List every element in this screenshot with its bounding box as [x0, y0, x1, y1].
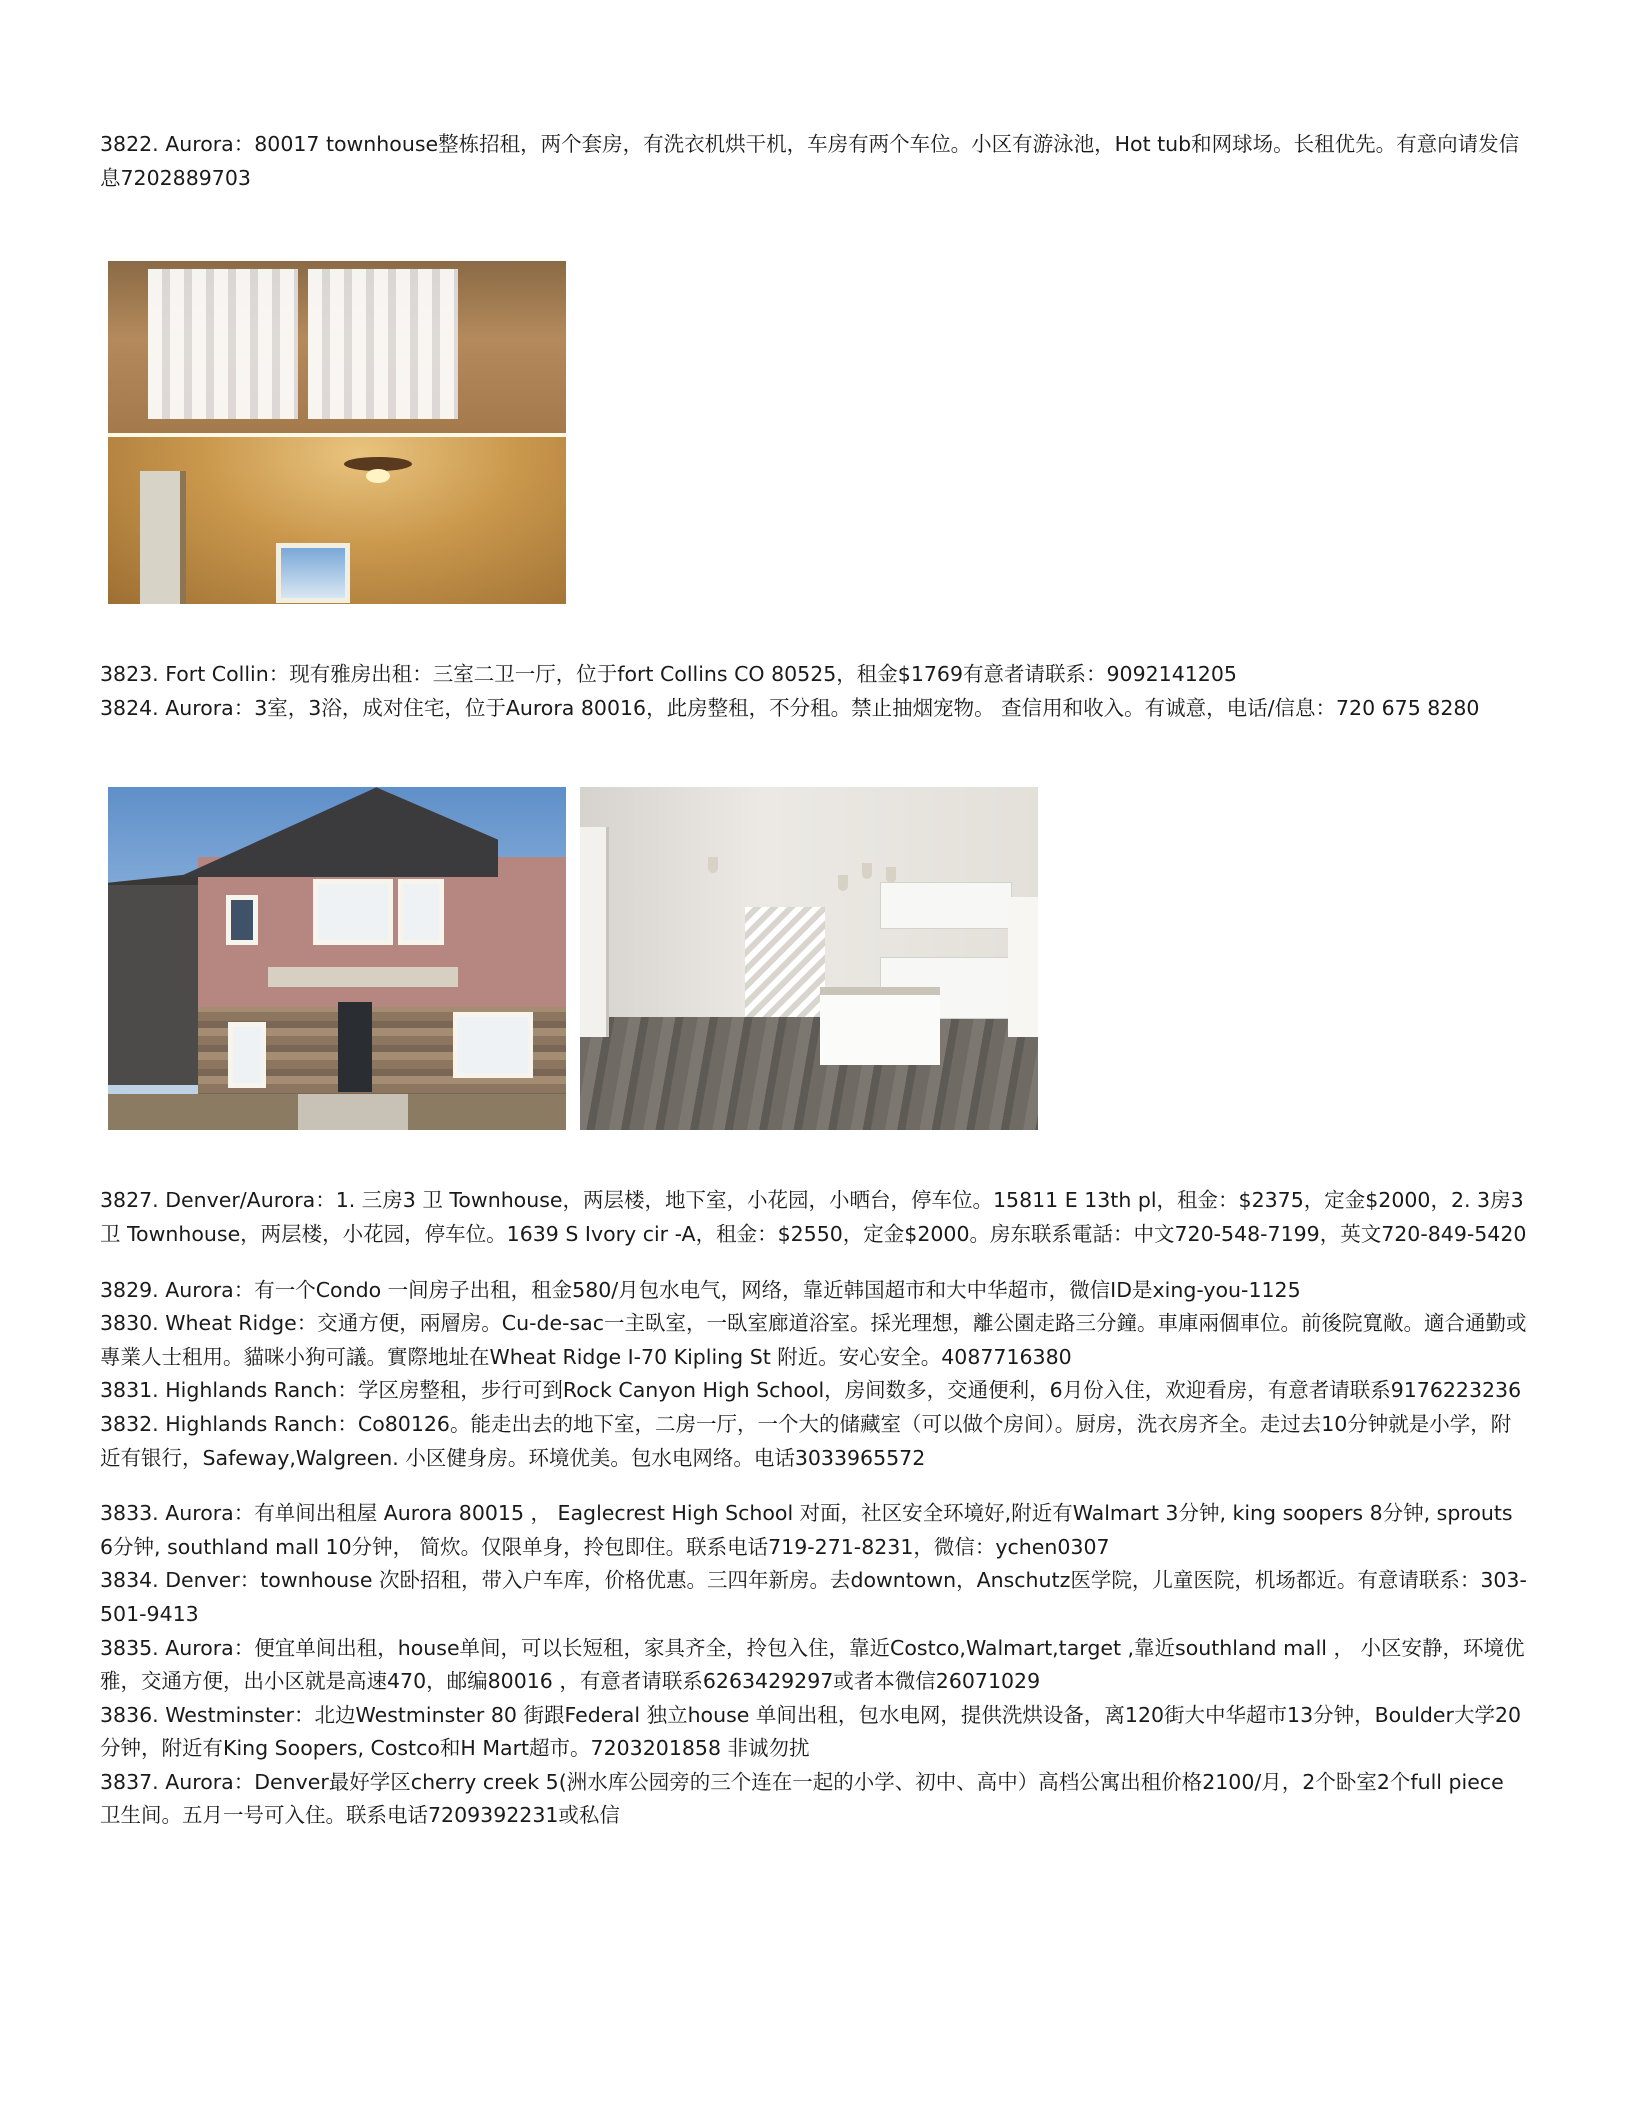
listing-page: [100, 128, 1530, 1833]
listing-3835: 3835. Aurora：便宜单间出租，house单间，可以长短租，家具齐全，拎包入住，靠近Costco,Walmart,target ,靠近southland mall ， 小区安静，环境优雅，交通方便，出小区就是高速470，邮编80016 ，有意者请联系6263429297或者本微信26071029: [100, 1635, 1525, 1694]
listing-3829: 3829. Aurora：有一个Condo 一间房子出租，租金580/月包水电气，网络，靠近韩国超市和大中华超市，微信ID是xing-you-1125: [100, 1277, 1301, 1302]
photo-row-3822: [108, 261, 1530, 604]
listing-3823: 3823. Fort Collin：现有雅房出租：三室二卫一厅，位于fort Collins CO 80525，租金$1769有意者请联系：9092141205: [100, 662, 1237, 687]
listing-3834: 3834. Denver：townhouse 次卧招租，带入户车库，价格优惠。三四年新房。去downtown，Anschutz医学院，儿童医院，机场都近。有意请联系：303-501-9413: [100, 1568, 1527, 1626]
listing-3831: 3831. Highlands Ranch：学区房整租，步行可到Rock Canyon High School，房间数多，交通便利，6月份入住，欢迎看房，有意者请联系9176223236: [100, 1378, 1522, 1403]
listing-3830: 3830. Wheat Ridge：交通方便，兩層房。Cu-de-sac一主臥室，一臥室廊道浴室。採光理想，離公園走路三分鐘。車庫兩個車位。前後院寬敞。適合通勤或專業人士租用。貓咪小狗可議。實際地址在Wheat Ridge I-70 Kipling St 附近。安心安全。4087716380: [100, 1311, 1527, 1369]
listing-3827: 3827. Denver/Aurora：1. 三房3 卫 Townhouse，两层楼，地下室，小花园，小晒台，停车位。15811 E 13th pl，租金：$2375，定金$2000，2. 3房3 卫 Townhouse，两层楼，小花园，停车位。1639 S Ivory cir -A，租金：$2550，定金$2000。房东联系電話：中文720-548-7199，英文720-849-5420: [100, 1188, 1527, 1246]
listing-3822: 3822. Aurora：80017 townhouse整栋招租，两个套房，有洗衣机烘干机，车房有两个车位。小区有游泳池，Hot tub和网球场。长租优先。有意向请发信息7202889703: [100, 132, 1520, 190]
interior-photo: [108, 261, 566, 604]
house-exterior-photo: [108, 787, 566, 1130]
kitchen-interior-photo: [580, 787, 1038, 1130]
listing-3836: 3836. Westminster：北边Westminster 80 街跟Federal 独立house 单间出租，包水电网，提供洗烘设备，离120街大中华超市13分钟，Boulder大学20分钟，附近有King Soopers, Costco和H Mart超市。7203201858 非诚勿扰: [100, 1702, 1522, 1761]
listing-3833: 3833. Aurora：有单间出租屋 Aurora 80015 ， Eaglecrest High School 对面，社区安全环境好,附近有Walmart 3分钟, king soopers 8分钟, sprouts 6分钟, southland mall 10分钟， 简炊。仅限单身，拎包即住。联系电话719-271-8231，微信：ychen0307: [100, 1501, 1513, 1559]
listing-3832: 3832. Highlands Ranch：Co80126。能走出去的地下室，二房一厅，一个大的储藏室（可以做个房间）。厨房，洗衣房齐全。走过去10分钟就是小学，附近有银行，Safeway,Walgreen. 小区健身房。环境优美。包水电网络。电话3033965572: [100, 1411, 1512, 1470]
photo-row-3824: [108, 787, 1530, 1130]
listing-3824: 3824. Aurora：3室，3浴，成对住宅，位于Aurora 80016，此房整租，不分租。禁止抽烟宠物。 查信用和收入。有诚意，电话/信息：720 675 8280: [100, 695, 1480, 720]
listing-3837: 3837. Aurora：Denver最好学区cherry creek 5(洲水库公园旁的三个连在一起的小学、初中、高中）高档公寓出租价格2100/月，2个卧室2个full piece 卫生间。五月一号可入住。联系电话7209392231或私信: [100, 1769, 1504, 1828]
